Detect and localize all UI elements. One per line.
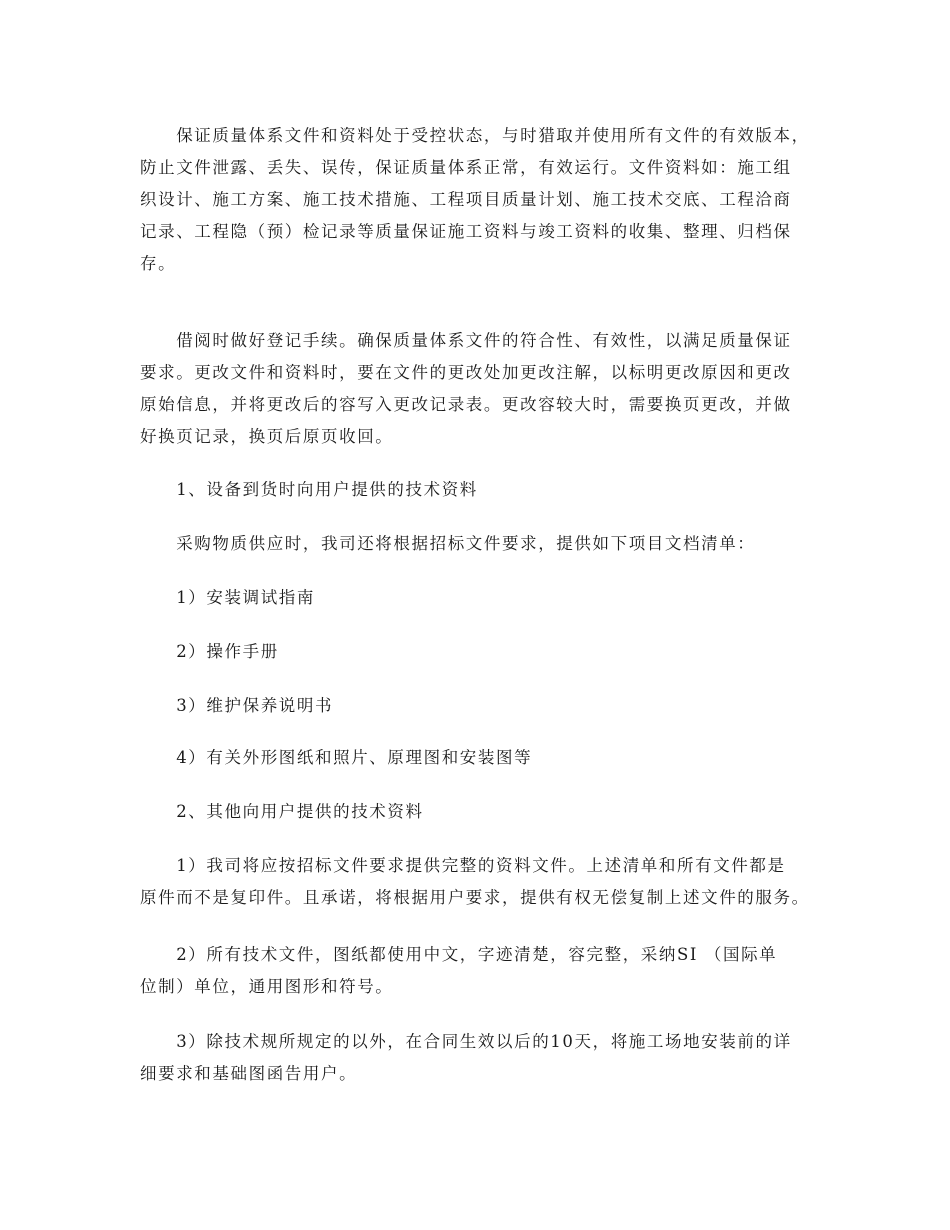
text-line: 织设计、施工方案、施工技术措施、工程项目质量计划、施工技术交底、工程洽商 bbox=[140, 190, 792, 209]
paragraph-document-control bbox=[140, 120, 830, 280]
section-heading-other-docs bbox=[140, 796, 830, 828]
paragraph-chinese-si-units bbox=[140, 939, 830, 1003]
text-line: 借阅时做好登记手续。确保质量体系文件的符合性、有效性，以满足质量保证 bbox=[140, 331, 792, 350]
list-item-installation-guide bbox=[140, 582, 830, 614]
text-line: 细要求和基础图函告用户。 bbox=[140, 1064, 358, 1083]
text-line: 1）安装调试指南 bbox=[140, 588, 315, 607]
text-line: 存。 bbox=[140, 254, 177, 273]
text-line: 2、其他向用户提供的技术资料 bbox=[140, 802, 424, 821]
text-line: 4）有关外形图纸和照片、原理图和安装图等 bbox=[140, 748, 533, 767]
paragraph-complete-files bbox=[140, 850, 830, 914]
text-line: 1）我司将应按招标文件要求提供完整的资料文件。上述清单和所有文件都是 bbox=[140, 856, 786, 875]
text-line: 记录、工程隐（预）检记录等质量保证施工资料与竣工资料的收集、整理、归档保 bbox=[140, 222, 792, 241]
text-line: 2）操作手册 bbox=[140, 642, 279, 661]
list-item-drawings bbox=[140, 742, 830, 774]
list-item-operation-manual bbox=[140, 636, 830, 668]
text-line: 好换页记录，换页后原页收回。 bbox=[140, 427, 394, 446]
text-line: 3）除技术规所规定的以外，在合同生效以后的10天，将施工场地安装前的详 bbox=[140, 1032, 792, 1051]
paragraph-site-requirements bbox=[140, 1026, 830, 1090]
text-line: 原始信息，并将更改后的容写入更改记录表。更改容较大时，需要换页更改，并做 bbox=[140, 395, 792, 414]
text-line: 位制）单位，通用图形和符号。 bbox=[140, 977, 394, 996]
text-line: 1、设备到货时向用户提供的技术资料 bbox=[140, 480, 478, 499]
text-line: 防止文件泄露、丢失、误传，保证质量体系正常，有效运行。文件资料如：施工组 bbox=[140, 158, 792, 177]
text-line: 采购物质供应时，我司还将根据招标文件要求，提供如下项目文档清单： bbox=[140, 534, 756, 553]
text-line: 保证质量体系文件和资料处于受控状态，与时猎取并使用所有文件的有效版本， bbox=[140, 126, 810, 145]
text-line: 要求。更改文件和资料时，要在文件的更改处加更改注解，以标明更改原因和更改 bbox=[140, 363, 792, 382]
list-item-maintenance-manual bbox=[140, 690, 830, 722]
text-line: 2）所有技术文件，图纸都使用中文，字迹清楚，容完整，采纳SI （国际单 bbox=[140, 945, 778, 964]
section-heading-delivery-docs bbox=[140, 474, 830, 506]
paragraph-document-list-intro bbox=[140, 528, 830, 560]
paragraph-borrowing-and-changes bbox=[140, 325, 830, 453]
text-line: 3）维护保养说明书 bbox=[140, 696, 334, 715]
text-line: 原件而不是复印件。且承诺，将根据用户要求，提供有权无偿复制上述文件的服务。 bbox=[140, 888, 810, 907]
